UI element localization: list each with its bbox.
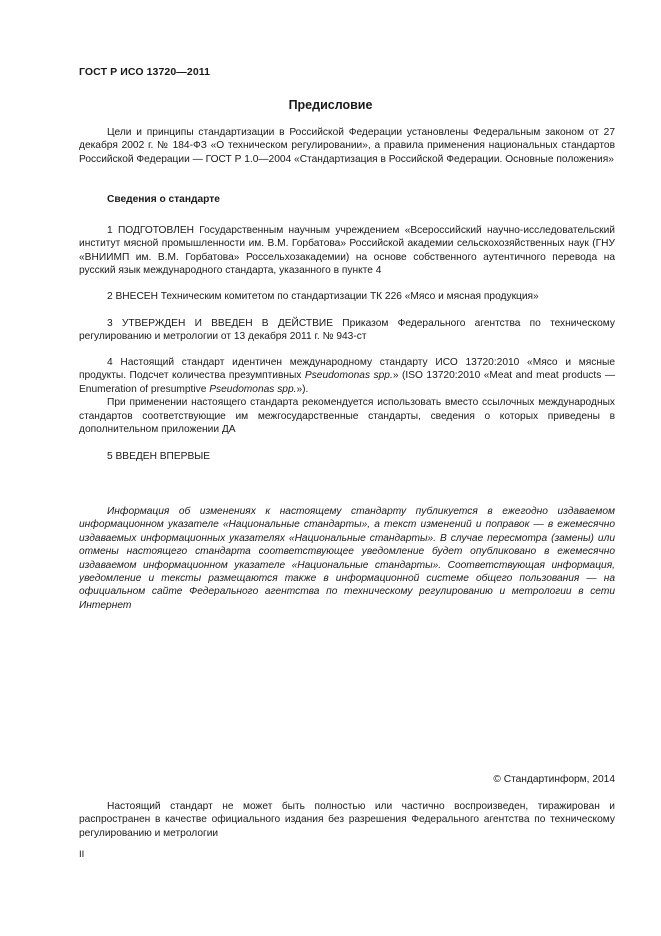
- item-3: [79, 317, 615, 344]
- item-3-text: 3 УТВЕРЖДЕН И ВВЕДЕН В ДЕЙСТВИЕ Приказом Федерального агентства по техническому регулированию и метрологии от 13 декабря 2011 г. № 943-ст: [79, 318, 615, 343]
- item-5-text: 5 ВВЕДЕН ВПЕРВЫЕ: [107, 451, 211, 462]
- item-4-species-1: Pseudomonas spp.: [304, 370, 393, 382]
- item-1: [79, 224, 615, 278]
- standard-code: ГОСТ Р ИСО 13720—2011: [79, 66, 211, 78]
- item-2: [79, 290, 615, 303]
- reproduction-notice-text: Настоящий стандарт не может быть полностью или частично воспроизведен, тиражирован и распространен в качестве официального издания без разрешения Федерального агентства по техническому регулированию и метрологии: [79, 801, 615, 839]
- item-4-species-2: Pseudomonas spp.: [209, 383, 297, 395]
- item-4: [79, 356, 615, 436]
- item-5: [79, 450, 615, 463]
- item-1-text: 1 ПОДГОТОВЛЕН Государственным научным учреждением «Всероссийский научно-исследовательский институт мясной промышленности им. В.М. Горбатова» Российской академии сельскохозяйственных наук (ГНУ «ВНИИМП им. В.М. Горбатова» Россельхозакадемии) на основе собственного аутентичного перевода на русский язык международного стандарта, указанного в пункте 4: [79, 225, 615, 277]
- item-4-part-a: 4 Настоящий стандарт идентичен международному стандарту ИСО 13720:2010 «Мясо и мясные продукты. Подсчет количества презумптивных: [79, 357, 615, 382]
- item-4-part-e: »).: [296, 383, 309, 395]
- item-4-text: [79, 356, 615, 396]
- item-2-text: 2 ВНЕСЕН Техническим комитетом по стандартизации ТК 226 «Мясо и мясная продукция»: [107, 291, 539, 302]
- info-paragraph: [79, 505, 615, 612]
- item-4-note: При применении настоящего стандарта рекомендуется использовать вместо ссылочных международных стандартов соответствующие им межгосударственные стандарты, сведения о которых приведены в дополнительном приложении ДА: [79, 397, 615, 436]
- item-4-part-c: » (ISO 13720:2010 «Meat and meat products — Enumeration of presumptive: [79, 370, 616, 395]
- info-text: Информация об изменениях к настоящему стандарту публикуется в ежегодно издаваемом информационном указателе «Национальные стандарты», а текст изменений и поправок — в ежемесячно издаваемых информационных указателях «Национальные стандарты». В случае пересмотра (замены) или отмены настоящего стандарта соответствующее уведомление будет опубликовано в ежемесячно издаваемом информационном указателе «Национальные стандарты». Соответствующая информация, уведомление и тексты размещаются также в информационной системе общего пользования — на официальном сайте Федерального агентства по техническому регулированию и метрологии в сети Интернет: [79, 506, 615, 611]
- copyright-line: © Стандартинформ, 2014: [493, 774, 615, 785]
- reproduction-notice: [79, 800, 615, 840]
- page-number: II: [79, 849, 85, 860]
- intro-paragraph: [79, 126, 615, 166]
- page-title: Предисловие: [288, 98, 373, 112]
- section-subtitle: Сведения о стандарте: [107, 194, 220, 205]
- intro-text: Цели и принципы стандартизации в Российской Федерации установлены Федеральным законом от 27 декабря 2002 г. № 184-ФЗ «О техническом регулировании», а правила применения национальных стандартов Российской Федерации — ГОСТ Р 1.0—2004 «Стандартизация в Российской Федерации. Основные положения»: [79, 127, 615, 165]
